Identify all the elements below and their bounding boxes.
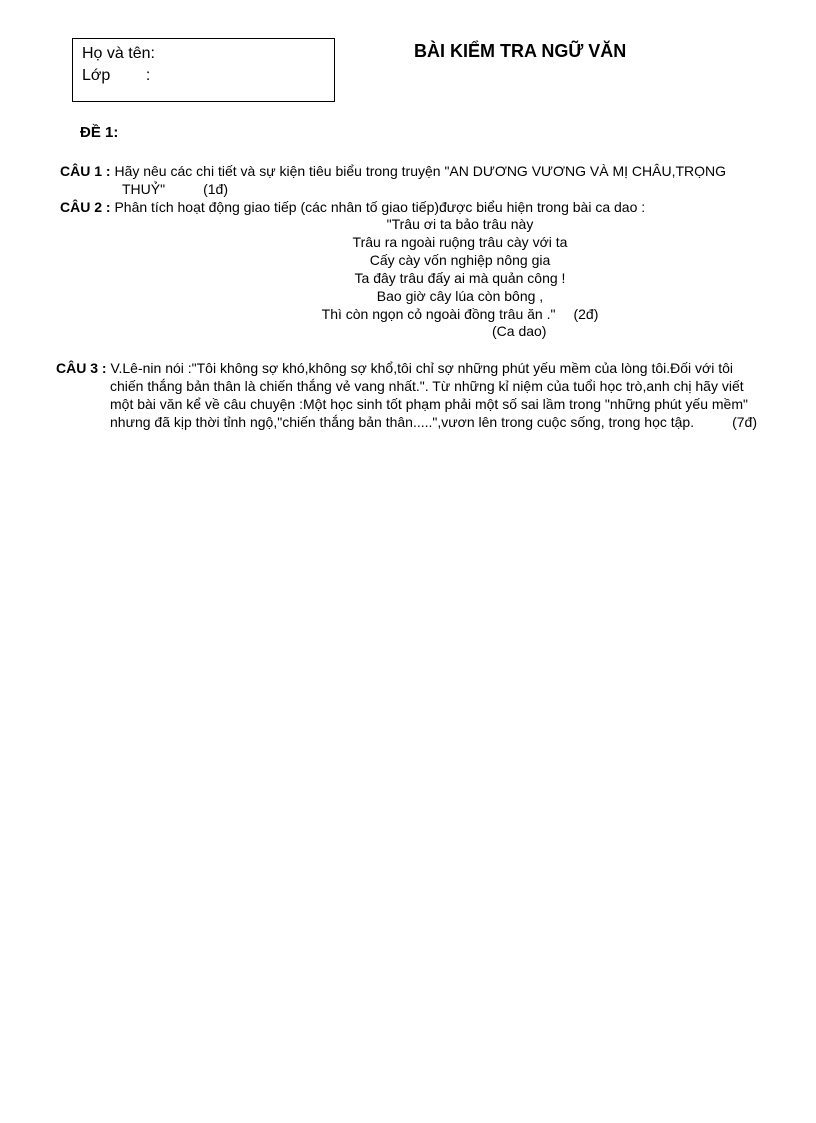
poem-line: "Trâu ơi ta bảo trâu này: [386, 216, 534, 232]
question-3-text-line-4: nhưng đã kịp thời tỉnh ngộ,"chiến thắng bản thân.....",vươn lên trong cuộc sống, trong học tập.: [110, 414, 695, 430]
exam-version-label: ĐỀ 1:: [80, 124, 119, 141]
question-3-text-line-2: chiến thắng bản thân là chiến thắng vẻ vang nhất.". Từ những kỉ niệm của tuổi học trò,anh chị hãy viết: [110, 378, 744, 394]
exam-title: BÀI KIỂM TRA NGỮ VĂN: [414, 41, 627, 61]
question-2-points: (2đ): [573, 306, 599, 322]
poem-line: Ta đây trâu đấy ai mà quản công !: [354, 270, 566, 286]
question-3: [56, 359, 757, 431]
name-label: Họ và tên:: [82, 45, 155, 62]
question-3-text-line-1: V.Lê-nin nói :"Tôi không sợ khó,không sợ khổ,tôi chỉ sợ những phút yếu mềm của lòng tôi.Đối với tôi: [110, 360, 734, 376]
folk-poem: [200, 215, 720, 323]
poem-line: Trâu ra ngoài ruộng trâu cày với ta: [352, 234, 568, 250]
question-3-points: (7đ): [732, 414, 757, 430]
student-info-box: [72, 38, 335, 102]
question-2: [60, 198, 645, 216]
poem-line: Cấy cày vốn nghiệp nông gia: [369, 252, 551, 268]
question-1-text-line-1: Hãy nêu các chi tiết và sự kiện tiêu biểu trong truyện "AN DƯƠNG VƯƠNG VÀ MỊ CHÂU,TRỌNG: [114, 163, 727, 179]
poem-last-line: [200, 305, 720, 323]
question-1: [60, 162, 726, 198]
class-label: Lớp :: [82, 67, 151, 84]
question-2-label: CÂU 2 :: [60, 199, 111, 215]
poem-line: Thì còn ngọn cỏ ngoài đồng trâu ăn .": [321, 306, 556, 322]
question-3-text-line-3: một bài văn kể về câu chuyện :Một học sinh tốt phạm phải một số sai lầm trong "những phút yếu mềm": [110, 396, 748, 412]
question-1-label: CÂU 1 :: [60, 163, 111, 179]
question-1-text-line-2: THUỶ": [122, 181, 166, 197]
poem-line: Bao giờ cây lúa còn bông ,: [376, 288, 544, 304]
poem-source: (Ca dao): [492, 323, 547, 339]
question-3-label: CÂU 3 :: [56, 360, 107, 376]
question-1-points: (1đ): [203, 181, 228, 197]
question-2-text-line-1: Phân tích hoạt động giao tiếp (các nhân tố giao tiếp)được biểu hiện trong bài ca dao :: [114, 199, 646, 215]
